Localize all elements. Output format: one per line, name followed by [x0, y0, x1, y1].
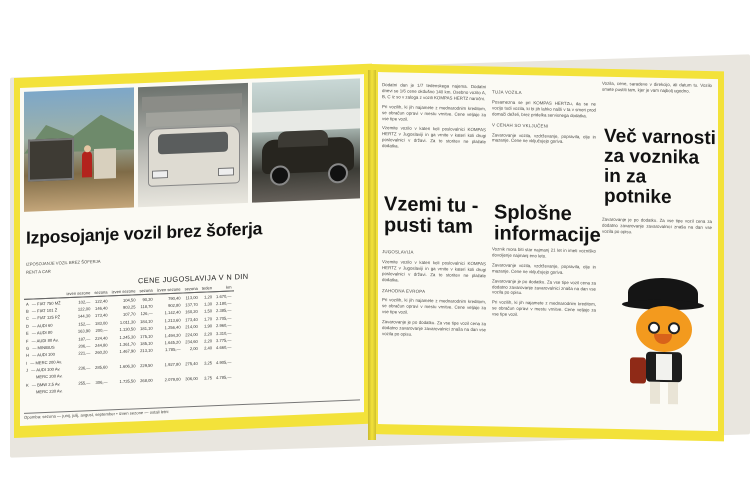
section-v-cenah: V CENAH SO VKLJUČENI — [492, 122, 549, 129]
price-cell: 4.660,— — [216, 344, 232, 351]
price-cell: 1.735,50 — [119, 378, 136, 384]
col-header: sezona — [139, 287, 153, 294]
price-cell: 306,00 — [185, 375, 198, 382]
price-cell: 214,00 — [185, 323, 198, 330]
car-model-name: — MERC 200 Av. — [29, 359, 62, 366]
section-jugoslavija: JUGOSLAVIJA — [382, 249, 414, 255]
car-model-name: — FIAT 750 MŽ — [30, 299, 61, 307]
column-3-middle — [602, 217, 712, 259]
price-cell: 1.927,80 — [164, 361, 181, 368]
price-cell: 1.245,30 — [119, 333, 136, 340]
price-cell: 3.310,— — [216, 330, 232, 336]
col-header: izven sezone — [66, 290, 91, 297]
car-model-name: — AUDI 80 — [30, 329, 53, 336]
price-cell: 1.785,— — [165, 346, 181, 353]
price-cell: 224,40 — [95, 335, 108, 341]
car-model-name: — BMW 2,5 Av. — [30, 381, 61, 388]
column-2-body-2: Zavarovanje vozila, vzdrževanje, popravila, olje in mazanje. Cene ne vključujejo goriva. — [492, 262, 596, 275]
section-zahodna-evropa: ZAHODNA EVROPA — [382, 287, 426, 294]
price-cell: 126,— — [140, 311, 153, 317]
rate-table — [24, 283, 234, 396]
car-class-letter: F — [26, 338, 29, 344]
price-cell: 1.142,40 — [164, 309, 181, 316]
column-2-body: Voznik mora biti star najmanj 21 let in imeti vozniško dovoljenje najmanj eno leto. — [492, 246, 596, 259]
price-cell: 903,25 — [122, 304, 136, 310]
price-cell: 1.011,30 — [119, 319, 136, 325]
price-cell: 1,90 — [204, 323, 213, 329]
price-cell: 902,80 — [168, 302, 181, 309]
price-cell: 122,40 — [95, 298, 108, 304]
car-model-name: — FIAT 101 Ž — [30, 307, 58, 314]
price-cell — [214, 381, 233, 389]
price-cell — [64, 386, 92, 395]
price-cell: 1,70 — [204, 316, 213, 322]
col-header: sezona — [94, 289, 108, 296]
price-cell: 102,— — [78, 298, 91, 305]
price-cell: 229,50 — [140, 362, 153, 369]
price-cell: 2.180,— — [216, 300, 232, 307]
price-cell: 173,40 — [95, 312, 108, 319]
column-2-body-4: Pri vozilih, ki jih najamete z mednarodnim kreditom, se obračun opravi v mestu vrnitve. Cene veljajo za vse tipe vozil. — [492, 299, 596, 318]
price-cell: 285,60 — [95, 364, 108, 371]
price-cell: 4.785,— — [216, 374, 232, 381]
car-class-letter: G — [26, 345, 30, 351]
price-cell: 1,50 — [204, 308, 213, 314]
price-cell: 2,20 — [204, 338, 213, 344]
subtitle-rental: IZPOSOJANJE VOZIL BREZ ŠOFERJA — [26, 258, 101, 267]
price-cell: 268,00 — [140, 377, 153, 384]
price-cell: 2.960,— — [216, 322, 232, 329]
column-1-intro: Dodatni dan je 1/7 tedenskega najema. Dodatni dnevi se 1/6 cene okdušno 140 km. Osebno vozilo A, B, C iz so v zaloga z vozili KOMPAS HERTZ naročni. — [382, 82, 486, 102]
car-model-name: MERC 200 Av. — [36, 373, 63, 380]
car-model-name: — AUDI 80 Av. — [30, 336, 59, 344]
price-cell: 1.256,40 — [164, 324, 181, 331]
car-model-name: — AUDI 100 — [30, 351, 55, 358]
price-cell: 3,25 — [204, 360, 213, 366]
column-3-body: Zavarovanje je po dodatku. Za vse tipe vozil cena za dodatno zavarovanje zavarovalnici znaša na dan vse vozila po opisu. — [602, 216, 712, 235]
price-cell: 2,20 — [204, 330, 213, 337]
car-model-name: — MINIBUS — [31, 344, 55, 351]
column-2-intro: Posamezna se pri KOMPAS HERTZu, da se ne vozijo tudi vozila, ki bi jih lahko našli v ta v smeri prod domači deželi, brez pridelka servisnega dodatka. — [492, 99, 596, 119]
price-cell: 181,10 — [140, 325, 153, 332]
column-1-body: Vzemite vozilo v kateri koli poslovalnici KOMPAS HERTZ v Jugoslaviji in ga vrnite v kateri koli drugi poslovalnici v državi. Za to storitev ne plačate dodatka. — [382, 258, 486, 283]
leaflet-spine — [368, 70, 376, 440]
price-cell: 213,10 — [140, 347, 153, 354]
car-class-letter: B — [26, 308, 29, 314]
column-1-text-2: Vzemite vozilo v kateri koli poslovalnici KOMPAS HERTZ v Jugoslaviji in ga vrnite v kateri koli drugi poslovalnici v državi. Za to storitev ne plačate dodatka. — [382, 125, 486, 149]
price-cell: 206,— — [78, 343, 91, 349]
price-cell: 173,40 — [185, 316, 198, 323]
photo-dark-car — [252, 78, 360, 202]
price-cell: 118,70 — [140, 303, 153, 310]
price-cell: 90,30 — [142, 296, 153, 302]
photo-parked-cars — [138, 83, 248, 207]
price-cell: 144,30 — [77, 313, 91, 320]
price-cell: 200,— — [95, 327, 108, 334]
car-class-letter: J — [26, 367, 29, 373]
column-1-body-2: Pri vozilih, ki jih najamete z mednarodnim kreditom, se obračun opravi v mestu vrnitve. Cene veljajo za vse tipe vozil. — [382, 297, 486, 315]
right-page — [378, 72, 718, 431]
column-1-body-3: Zavarovanje je po dodatku. Za vse tipe vozil cena za dodatno zavarovanje zavarovalnici znaša na dan vse vozila po opisu. — [382, 319, 486, 337]
price-cell — [200, 381, 214, 389]
car-class-letter: C — [26, 315, 29, 322]
price-cell: 122,00 — [77, 306, 91, 312]
column-2-text: Zavarovanje vozila, vzdrževanje, popravila, olje in mazanje. Cene ne vključujejo goriva. — [492, 131, 596, 145]
price-cell: 107,70 — [122, 311, 136, 318]
price-cell: 3,75 — [204, 375, 213, 381]
column-1-top — [382, 82, 486, 184]
heading-splosne-informacije: Splošne informacije — [494, 201, 601, 247]
car-model-cell — [24, 387, 64, 396]
price-cell: 4.905,— — [216, 359, 232, 366]
price-cell — [110, 384, 138, 393]
column-3-intro: Vozila, cene, saradeve v direkcijo, ali datum tu. Vozilo smete pustiti tam, kjer je vam najbolj ugodno. — [602, 80, 712, 94]
price-cell: 1.467,90 — [119, 348, 136, 355]
col-header: izven sezone — [156, 286, 181, 293]
column-2-body-3: Zavarovanje je po dodatku. Za vse tipe vozil cena za dodatno zavarovanje zavarovalnici znaša na dan vse vozila po opisu. — [492, 278, 596, 296]
heading-vzemi-tu: Vzemi tu - pusti tam — [384, 193, 479, 238]
car-class-letter: H — [26, 352, 29, 359]
price-cell: 2.079,00 — [164, 376, 181, 383]
subtitle-rent-a-car: RENT A CAR — [26, 268, 51, 275]
price-table-heading: CENE JUGOSLAVIJA V N DIN — [138, 271, 249, 286]
car-class-letter: E — [26, 330, 29, 336]
col-header: sezona — [184, 286, 198, 292]
col-header: izven sezone — [111, 288, 136, 295]
price-table — [24, 278, 360, 396]
price-cell: 175,10 — [140, 333, 153, 339]
price-cell: 137,70 — [185, 301, 198, 308]
price-cell: 2.705,— — [216, 315, 232, 321]
price-cell: 1.213,60 — [164, 317, 181, 323]
column-1-text: Pri vozilih, ki jih najamete z mednarodnim kreditom, se obračun opravi v mestu vrnitve. Cene veljajo za vse tipe vozil. — [382, 103, 486, 122]
price-cell: 152,— — [78, 320, 91, 327]
price-cell: 104,50 — [122, 296, 136, 303]
car-model-name: MERC 230 Av. — [36, 388, 63, 395]
price-cell — [92, 385, 109, 393]
price-cell: 1,30 — [204, 301, 213, 307]
car-class-letter: A — [26, 301, 29, 307]
price-cell: 187,— — [78, 335, 91, 342]
price-cell: 255,— — [78, 380, 91, 386]
price-cell: 224,00 — [185, 331, 198, 337]
column-2-bottom — [492, 246, 596, 424]
price-cell: 2,00 — [189, 346, 198, 352]
price-cell: 1.130,50 — [119, 326, 136, 333]
photo-rental-office — [24, 87, 134, 211]
section-tuja-vozila: TUJA VOZILA — [492, 89, 522, 96]
price-cell: 306,— — [95, 379, 108, 385]
left-page — [20, 74, 364, 426]
col-header: teden — [201, 285, 213, 291]
car-class-letter: D — [26, 323, 29, 329]
column-2-top — [492, 84, 596, 186]
price-cell: 3.775,— — [216, 337, 232, 344]
price-cell: 1.645,20 — [164, 339, 181, 346]
price-cell: 185,10 — [140, 340, 153, 347]
price-cell: 790,40 — [168, 295, 181, 301]
price-cell: 163,90 — [77, 328, 91, 334]
price-cell: 184,10 — [140, 318, 153, 324]
price-cell: 183,00 — [95, 320, 108, 326]
car-model-name: — AUDI 60 — [30, 322, 53, 329]
col-header: km — [214, 283, 233, 292]
mascot-illustration — [622, 273, 712, 415]
table-footnote: Opomba: sezona — junij, julij, avgust, september • izven sezone — ostali letni — [24, 399, 360, 420]
price-cell: 146,40 — [95, 305, 108, 311]
price-cell: 113,00 — [185, 294, 198, 300]
price-cell: 260,20 — [95, 349, 108, 356]
car-class-letter: K — [26, 382, 29, 388]
column-1-bottom — [382, 244, 486, 422]
price-cell: 275,40 — [185, 360, 198, 367]
price-cell: 221,— — [78, 350, 91, 356]
car-model-name: — FIAT 125 PŽ — [30, 314, 61, 321]
price-cell: 234,60 — [185, 338, 198, 345]
price-cell — [183, 382, 200, 390]
price-cell: 244,80 — [95, 342, 108, 348]
price-cell: 1,20 — [204, 293, 213, 300]
price-cell: 1.361,70 — [119, 341, 136, 347]
price-cell: 2.385,— — [216, 307, 232, 314]
heading-vec-varnosti: Več varnosti za voznika in za potnike — [604, 125, 716, 209]
price-cell: 160,20 — [185, 309, 198, 315]
car-model-name: — AUDI 100 Av. — [30, 366, 61, 373]
price-cell: 1.494,30 — [164, 332, 181, 338]
price-cell: 1.670,— — [216, 293, 232, 299]
car-class-letter: I — [26, 360, 28, 366]
price-cell: 236,— — [78, 365, 91, 371]
page-title: Izposojanje vozil brez šoferja — [26, 218, 263, 248]
price-cell — [155, 383, 183, 392]
price-cell — [137, 384, 154, 392]
price-cell: 1.606,30 — [119, 363, 136, 370]
price-cell: 2,40 — [204, 345, 213, 351]
